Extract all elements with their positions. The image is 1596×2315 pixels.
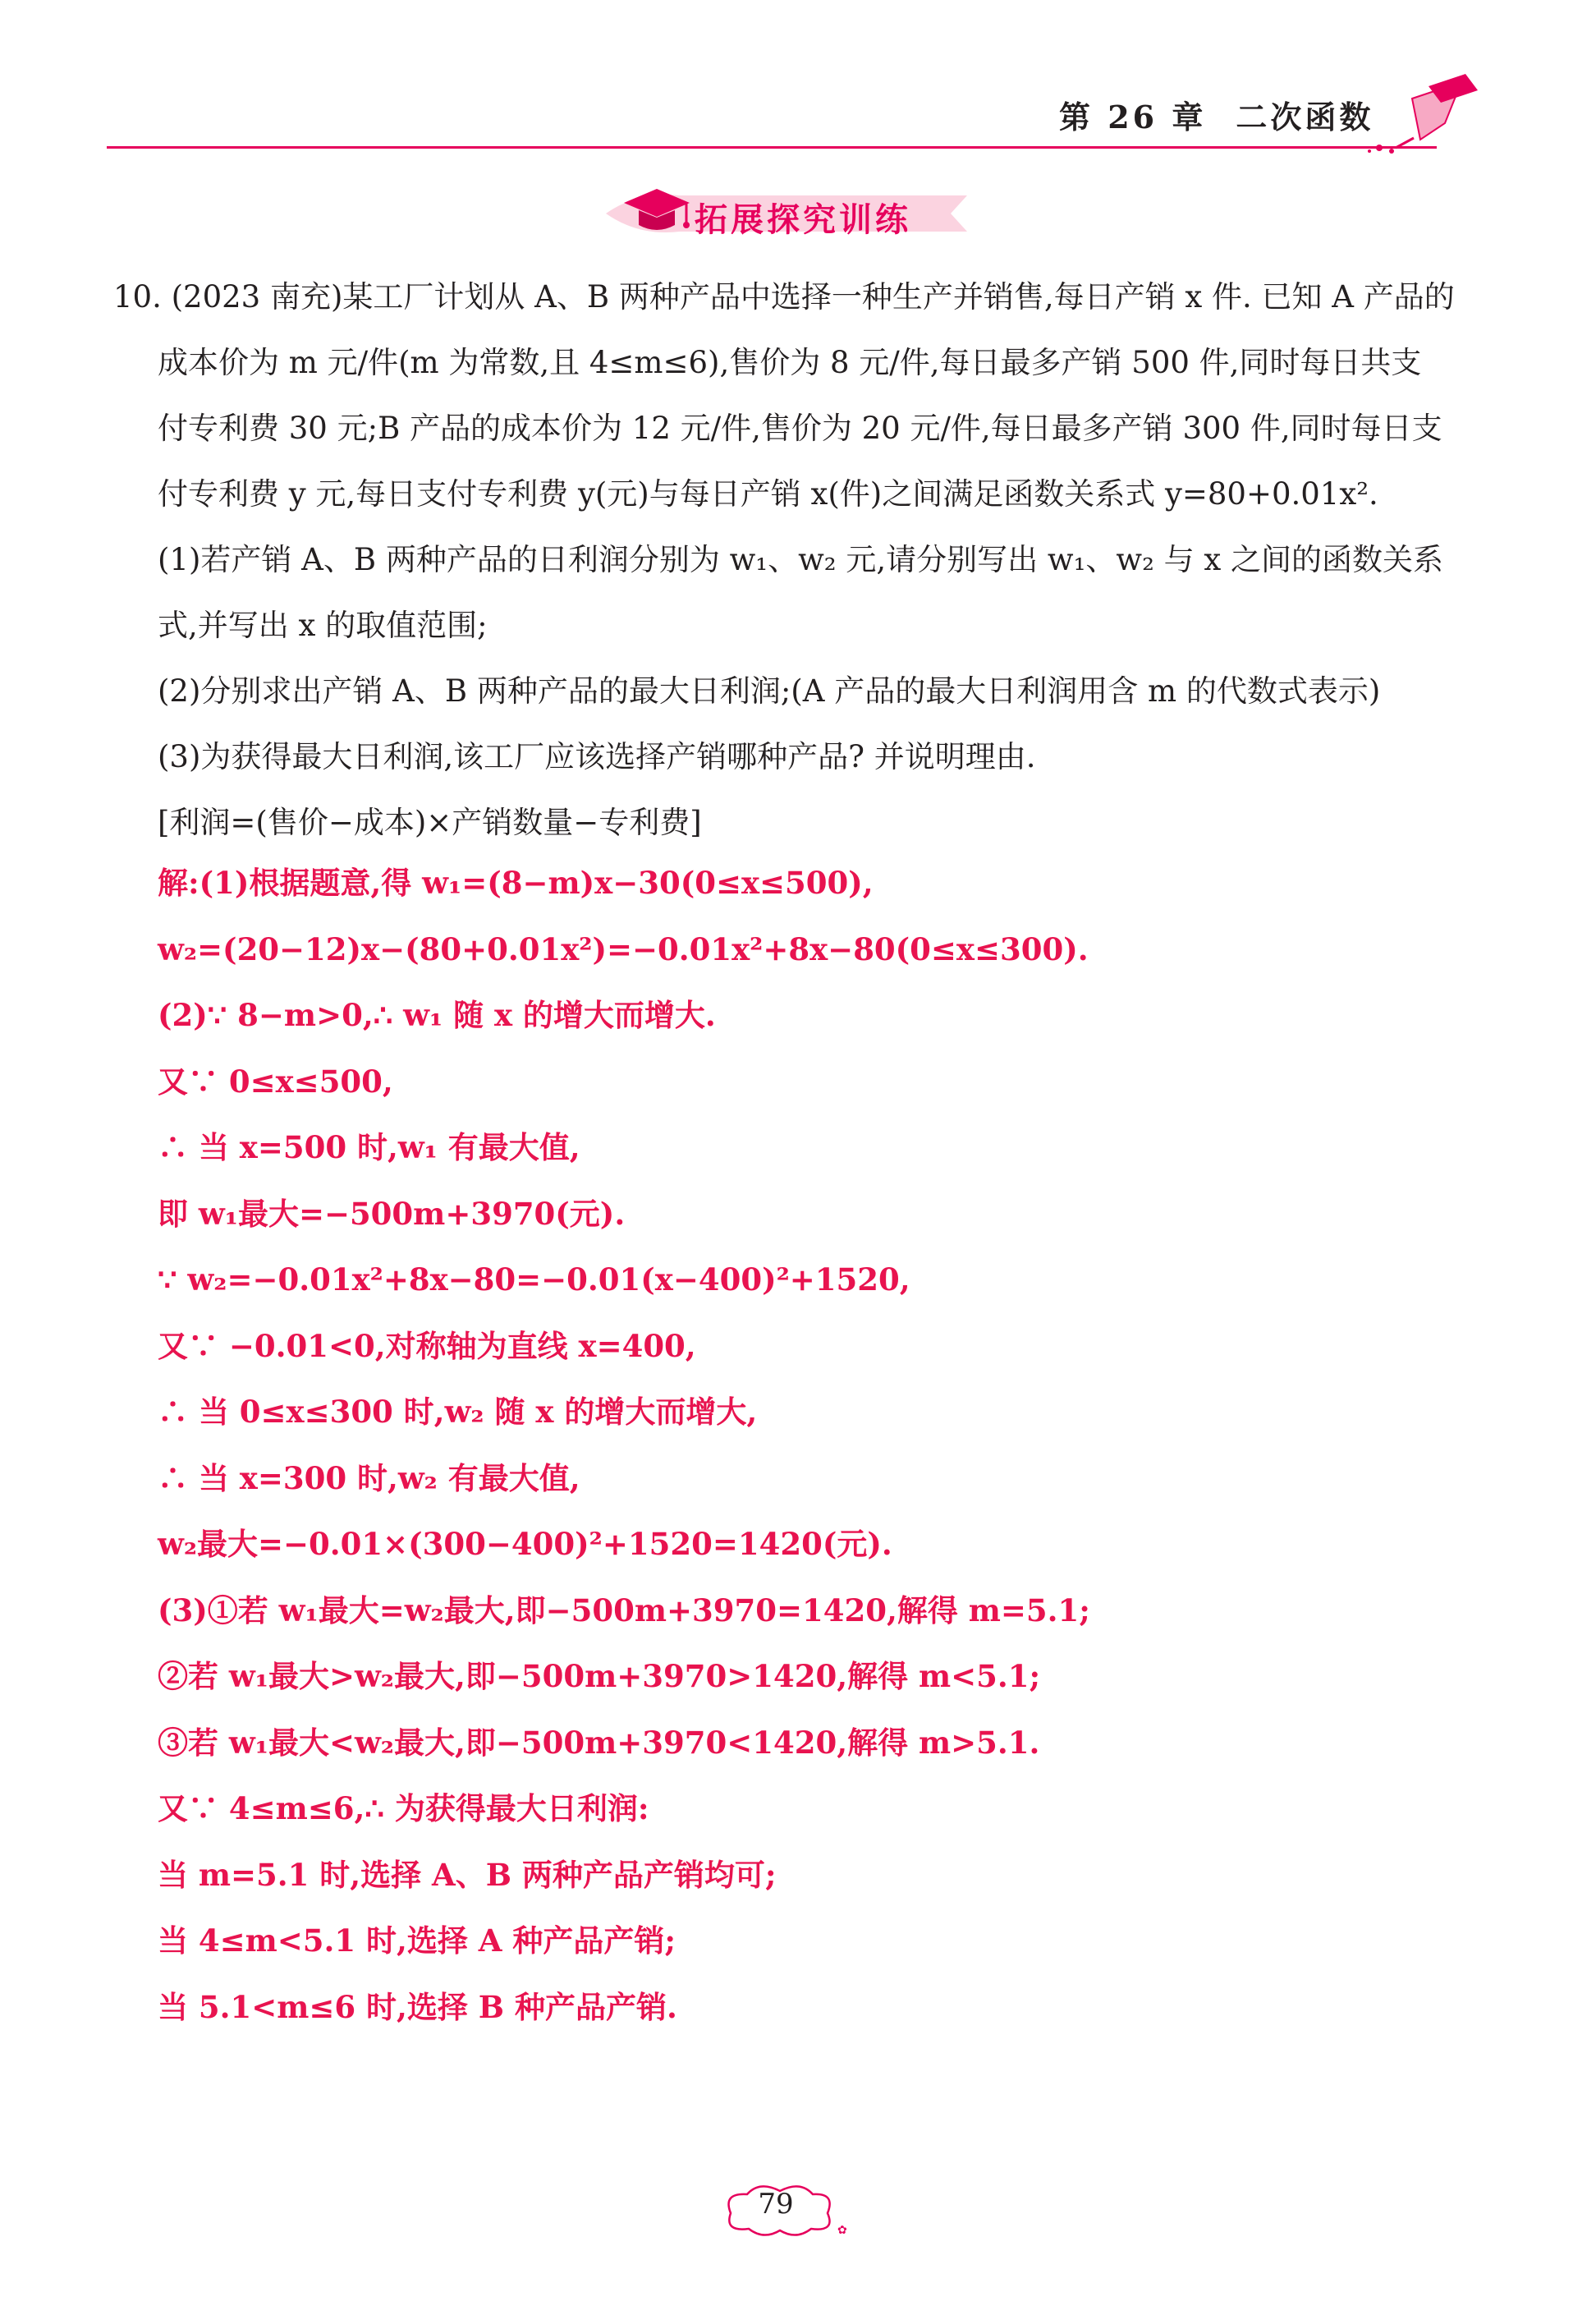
solution-line: ∴ 当 x=500 时,w₁ 有最大值, bbox=[158, 1129, 580, 1165]
solution-line: 即 w₁最大=−500m+3970(元). bbox=[158, 1195, 626, 1232]
page-number: 79 bbox=[758, 2188, 794, 2221]
page-footer bbox=[714, 2176, 846, 2242]
problem-block bbox=[113, 264, 1476, 856]
solution-line: 又∵ 0≤x≤500, bbox=[158, 1063, 393, 1100]
solution-line: 又∵ 4≤m≤6,∴ 为获得最大日利润: bbox=[158, 1790, 649, 1826]
svg-text:✿: ✿ bbox=[837, 2224, 847, 2237]
solution-line: ∴ 当 x=300 时,w₂ 有最大值, bbox=[158, 1459, 580, 1496]
solution-line: ②若 w₁最大>w₂最大,即−500m+3970>1420,解得 m<5.1; bbox=[158, 1658, 1041, 1694]
solution-line: (3)①若 w₁最大=w₂最大,即−500m+3970=1420,解得 m=5.1; bbox=[158, 1592, 1090, 1628]
section-title: 拓展探究训练 bbox=[695, 201, 911, 239]
solution-line: 又∵ −0.01<0,对称轴为直线 x=400, bbox=[158, 1327, 696, 1364]
chapter-heading bbox=[1059, 92, 1374, 137]
problem-line: (1)若产销 A、B 两种产品的日利润分别为 w₁、w₂ 元,请分别写出 w₁、w₂ 与 x 之间的函数关系 bbox=[158, 542, 1444, 577]
solution-block bbox=[158, 850, 1471, 2040]
problem-line: [利润=(售价−成本)×产销数量−专利费] bbox=[158, 805, 702, 840]
problem-line: 付专利费 30 元;B 产品的成本价为 12 元/件,售价为 20 元/件,每日最多产销 300 件,同时每日支 bbox=[158, 411, 1442, 446]
solution-line: w₂=(20−12)x−(80+0.01x²)=−0.01x²+8x−80(0≤x≤300). bbox=[158, 930, 1089, 967]
problem-line: (3)为获得最大日利润,该工厂应该选择产销哪种产品? 并说明理由. bbox=[158, 739, 1036, 774]
solution-line: 解:(1)根据题意,得 w₁=(8−m)x−30(0≤x≤500), bbox=[158, 865, 874, 901]
page-header bbox=[0, 0, 1596, 164]
solution-line: 当 5.1<m≤6 时,选择 B 种产品产销. bbox=[158, 1988, 677, 2025]
solution-line: ③若 w₁最大<w₂最大,即−500m+3970<1420,解得 m>5.1. bbox=[158, 1724, 1040, 1761]
solution-line: 当 4≤m<5.1 时,选择 A 种产品产销; bbox=[158, 1922, 676, 1959]
section-title-banner bbox=[606, 182, 967, 240]
problem-line: 成本价为 m 元/件(m 为常数,且 4≤m≤6),售价为 8 元/件,每日最多产销 500 件,同时每日共支 bbox=[158, 345, 1422, 380]
graduation-cap-icon bbox=[616, 182, 698, 240]
solution-line: 当 m=5.1 时,选择 A、B 两种产品产销均可; bbox=[158, 1856, 777, 1893]
solution-line: (2)∵ 8−m>0,∴ w₁ 随 x 的增大而增大. bbox=[158, 997, 716, 1033]
solution-line: ∴ 当 0≤x≤300 时,w₂ 随 x 的增大而增大, bbox=[158, 1394, 758, 1430]
problem-line: (2)分别求出产销 A、B 两种产品的最大日利润;(A 产品的最大日利润用含 m 的代数式表示) bbox=[158, 673, 1381, 709]
chapter-label: 第 26 章 bbox=[1059, 99, 1207, 136]
solution-line: w₂最大=−0.01×(300−400)²+1520=1420(元). bbox=[158, 1526, 892, 1562]
chapter-title: 二次函数 bbox=[1236, 99, 1374, 136]
pencil-cap-icon bbox=[1363, 66, 1486, 156]
problem-line: 10. (2023 南充)某工厂计划从 A、B 两种产品中选择一种生产并销售,每日产销 x 件. 已知 A 产品的 bbox=[113, 279, 1455, 315]
solution-line: ∵ w₂=−0.01x²+8x−80=−0.01(x−400)²+1520, bbox=[158, 1261, 910, 1298]
problem-line: 付专利费 y 元,每日支付专利费 y(元)与每日产销 x(件)之间满足函数关系式 y=80+0.01x². bbox=[158, 476, 1378, 512]
problem-line: 式,并写出 x 的取值范围; bbox=[158, 608, 488, 643]
header-rule bbox=[107, 146, 1437, 149]
